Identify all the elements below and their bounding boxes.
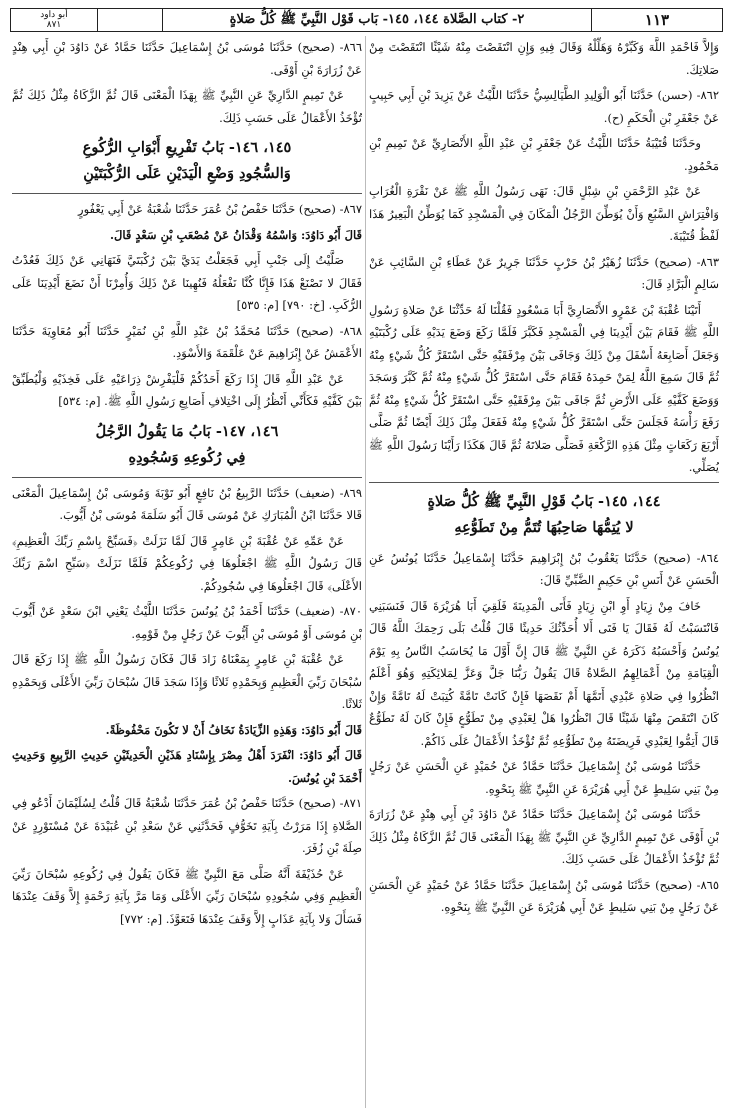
paragraph: عَنْ عَبْدِ اللَّهِ قَالَ إِذَا رَكَعَ أَحَدُكُمْ فَلْيَفْرِشْ ذِرَاعَيْهِ عَلَى فَخِذَيْهِ وَلْيُطَبِّقْ بَيْنَ كَفَّيْهِ فَكَأَنِّي أَنْظُرُ إِلَى اخْتِلافِ أَصَابِعِ رَسُولِ اللَّهِ ﷺ. [م: ٥٣٤] (12, 371, 362, 408)
hadith-865: ٨٦٥- (صحيح) حَدَّثَنَا مُوسَى بْنُ إِسْمَاعِيلَ حَدَّثَنَا حَمَّادٌ عَنْ حُمَيْدٍ عَنِ الْحَسَنِ عَنْ رَجُلٍ مِنْ بَنِي سَلِيطٍ عَنْ أَبِي هُرَيْرَةَ عَنِ النَّبِيِّ ﷺ بِنَحْوِهِ. (369, 877, 719, 914)
hadith-862: ٨٦٢- (حسن) حَدَّثَنَا أَبُو الْوَلِيدِ الطَّيَالِسِيُّ حَدَّثَنَا اللَّيْثُ عَنْ يَزِيدَ بْنِ أَبِي حَبِيبٍ عَنْ جَعْفَرِ بْنِ الْحَكَمِ (ح). (369, 88, 719, 125)
hadith-870: ٨٧٠- (ضعيف) حَدَّثَنَا أَحْمَدُ بْنُ يُونُسَ حَدَّثَنَا اللَّيْثُ يَعْنِي ابْنَ سَعْدٍ عَنْ أَيُّوبَ بْنِ مُوسَى أَوْ مُوسَى بْنِ أَيُّوبَ عَنْ رَجُلٍ مِنْ قَوْمِهِ. (12, 604, 362, 641)
paragraph: أَتَيْنَا عُقْبَةَ بْنَ عَمْرٍو الأَنْصَارِيَّ أَبَا مَسْعُودٍ فَقُلْنَا لَهُ حَدِّثْنَا عَنْ صَلاةِ رَسُولِ اللَّهِ ﷺ فَقَامَ بَيْنَ أَيْدِينَا فِي الْمَسْجِدِ فَكَبَّرَ فَلَمَّا رَكَعَ وَضَعَ يَدَيْهِ عَلَى رُكْبَتَيْهِ وَجَعَلَ أَصَابِعَهُ أَسْفَلَ مِنْ ذَلِكَ وَجَافَى بَيْنَ مِرْفَقَيْهِ حَتَّى اسْتَقَرَّ كُلُّ شَيْءٍ مِنْهُ ثُمَّ قَالَ سَمِعَ اللَّهُ لِمَنْ حَمِدَهُ فَقَامَ حَتَّى اسْتَقَرَّ كُلُّ شَيْءٍ مِنْهُ ثُمَّ كَبَّرَ وَسَجَدَ وَوَضَعَ كَفَّيْهِ عَلَى الأَرْضِ ثُمَّ جَافَى بَيْنَ مِرْفَقَيْهِ حَتَّى اسْتَقَرَّ كُلُّ شَيْءٍ مِنْهُ ثُمَّ رَفَعَ رَأْسَهُ فَجَلَسَ حَتَّى اسْتَقَرَّ كُلُّ شَيْءٍ مِنْهُ فَفَعَلَ مِثْلَ ذَلِكَ أَيْضًا ثُمَّ صَلَّى أَرْبَعَ رَكَعَاتٍ مِثْلَ هَذِهِ الرَّكْعَةِ فَصَلَّى صَلاتَهُ ثُمَّ قَالَ هَكَذَا رَأَيْنَا رَسُولَ اللَّهِ ﷺ يُصَلِّي. (369, 302, 719, 474)
paragraph: عَنْ عَمِّهِ عَنْ عُقْبَةَ بْنِ عَامِرٍ قَالَ لَمَّا نَزَلَتْ ﴿فَسَبِّحْ بِاسْمِ رَبِّكَ الْعَظِيمِ﴾ قَالَ رَسُولُ اللَّهِ ﷺ اجْعَلُوهَا فِي رُكُوعِكُمْ فَلَمَّا نَزَلَتْ ﴿سَبِّحِ اسْمَ رَبِّكَ الأَعْلَى﴾ قَالَ اجْعَلُوهَا فِي سُجُودِكُمْ. (12, 533, 362, 593)
right-column (369, 36, 719, 1108)
hadith-868: ٨٦٨- (صحيح) حَدَّثَنَا مُحَمَّدُ بْنُ عَبْدِ اللَّهِ بْنِ نُمَيْرٍ حَدَّثَنَا أَبُو مُعَاوِيَةَ حَدَّثَنَا الأَعْمَشُ عَنْ إِبْرَاهِيمَ عَنْ عَلْقَمَةَ وَالأَسْوَدِ. (12, 323, 362, 360)
page-number: ١١٣ (644, 11, 670, 29)
paragraph: صَلَّيْتُ إِلَى جَنْبِ أَبِي فَجَعَلْتُ يَدَيَّ بَيْنَ رُكْبَتَيَّ فَنَهَانِي عَنْ ذَلِكَ فَعُدْتُ فَقَالَ لا تَصْنَعْ هَذَا فَإِنَّا كُنَّا نَفْعَلُهُ فَنُهِينَا عَنْ ذَلِكَ وَأُمِرْنَا أَنْ نَضَعَ أَيْدِيَنَا عَلَى الرُّكَبِ. [خ: ٧٩٠] [م: ٥٣٥] (12, 253, 362, 312)
heading-line: وَالسُّجُودِ وَضْعِ الْيَدَيْنِ عَلَى الرُّكْبَتَيْنِ (83, 165, 291, 182)
abu-dawud-note: قَالَ أَبُو دَاوُدَ: وَاسْمُهُ وَقْدَانُ عَنْ مُصْعَبِ بْنِ سَعْدٍ قَالَ. (109, 227, 362, 242)
hadith-863: ٨٦٣- (صحيح) حَدَّثَنَا زُهَيْرُ بْنُ حَرْبٍ حَدَّثَنَا جَرِيرٌ عَنْ عَطَاءِ بْنِ السَّائِبِ عَنْ سَالِمٍ الْبَرَّادِ قَالَ: (369, 254, 719, 291)
book-page-number: ٨٧١ (46, 20, 62, 30)
section-divider (12, 477, 362, 478)
paragraph: خَافَ مِنْ زِيَادٍ أَوِ ابْنِ زِيَادٍ فَأَتَى الْمَدِينَةَ فَلَقِيَ أَبَا هُرَيْرَةَ قَالَ فَنَسَبَنِي فَانْتَسَبْتُ لَهُ فَقَالَ يَا فَتَى أَلا أُحَدِّثُكَ حَدِيثًا قَالَ قُلْتُ بَلَى رَحِمَكَ اللَّهُ قَالَ يُونُسُ وَأَحْسَبُهُ ذَكَرَهُ عَنِ النَّبِيِّ ﷺ قَالَ إِنَّ أَوَّلَ مَا يُحَاسَبُ النَّاسُ بِهِ يَوْمَ الْقِيَامَةِ مِنْ أَعْمَالِهِمُ الصَّلاةُ قَالَ يَقُولُ رَبُّنَا جَلَّ وَعَزَّ لِمَلائِكَتِهِ وَهُوَ أَعْلَمُ انْظُرُوا فِي صَلاةِ عَبْدِي أَتَمَّهَا أَمْ نَقَصَهَا فَإِنْ كَانَتْ تَامَّةً كُتِبَتْ لَهُ تَامَّةً وَإِنْ كَانَ انْتَقَصَ مِنْهَا شَيْئًا قَالَ انْظُرُوا هَلْ لِعَبْدِي مِنْ تَطَوُّعٍ فَإِنْ كَانَ لَهُ تَطَوُّعٌ قَالَ أَتِمُّوا لِعَبْدِي فَرِيضَتَهُ مِنْ تَطَوُّعِهِ ثُمَّ تُؤْخَذُ الأَعْمَالُ عَلَى ذَاكُمْ. (369, 598, 719, 748)
heading-line: ١٤٦، ١٤٧- بَابُ مَا يَقُولُ الرَّجُلُ (95, 422, 279, 440)
paragraph: عَنْ عُقْبَةَ بْنِ عَامِرٍ بِمَعْنَاهُ زَادَ قَالَ فَكَانَ رَسُولُ اللَّهِ ﷺ إِذَا رَكَعَ قَالَ سُبْحَانَ رَبِّيَ الْعَظِيمِ وَبِحَمْدِهِ ثَلاثًا وَإِذَا سَجَدَ قَالَ سُبْحَانَ رَبِّيَ الأَعْلَى وَبِحَمْدِهِ ثَلاثًا. (12, 652, 362, 711)
paragraph: حَدَّثَنَا مُوسَى بْنُ إِسْمَاعِيلَ حَدَّثَنَا حَمَّادٌ عَنْ حُمَيْدٍ عَنِ الْحَسَنِ عَنْ رَجُلٍ مِنْ بَنِي سَلِيطٍ عَنْ أَبِي هُرَيْرَةَ عَنِ النَّبِيِّ ﷺ بِنَحْوِهِ. (369, 759, 719, 796)
hadith-864: ٨٦٤- (صحيح) حَدَّثَنَا يَعْقُوبُ بْنُ إِبْرَاهِيمَ حَدَّثَنَا إِسْمَاعِيلُ حَدَّثَنَا يُونُسُ عَنِ الْحَسَنِ عَنْ أَنَسِ بْنِ حَكِيمٍ الضَّبِّيِّ قَالَ: (369, 550, 719, 587)
heading-line: ١٤٥، ١٤٦- بَابُ تَفْرِيعِ أَبْوَابِ الرُّكُوعِ (82, 139, 292, 156)
book-reference (11, 9, 98, 31)
running-title: ٢- كتاب الصَّلاة ١٤٤، ١٤٥- بَاب قَوْل النَّبِيِّ ﷺ كُلُّ صَلاةٍ (163, 9, 592, 31)
hadith-871: ٨٧١- (صحيح) حَدَّثَنَا حَفْصُ بْنُ عُمَرَ حَدَّثَنَا شُعْبَةُ قَالَ قُلْتُ لِسُلَيْمَانَ أَدْعُو فِي الصَّلاةِ إِذَا مَرَرْتُ بِآيَةِ تَخَوُّفٍ فَحَدَّثَنِي عَنْ سَعْدِ بْنِ عُبَيْدَةَ عَنْ مُسْتَوْرِدٍ عَنْ صِلَةَ بْنِ زُفَرَ. (12, 796, 362, 855)
book-name: أبو داود (40, 10, 68, 20)
left-column (12, 36, 362, 1108)
abu-dawud-note: قَالَ أَبُو دَاوُدَ: وَهَذِهِ الزِّيَادَةُ نَخَافُ أَنْ لا تَكُونَ مَحْفُوظَةً. (105, 722, 362, 737)
hadith-866: ٨٦٦- (صحيح) حَدَّثَنَا مُوسَى بْنُ إِسْمَاعِيلَ حَدَّثَنَا حَمَّادٌ عَنْ دَاوُدَ بْنِ أَبِي هِنْدٍ عَنْ زُرَارَةَ بْنِ أَوْفَى. (12, 40, 362, 77)
hadith-869: ٨٦٩- (ضعيف) حَدَّثَنَا الرَّبِيعُ بْنُ نَافِعٍ أَبُو تَوْبَةَ وَمُوسَى بْنُ إِسْمَاعِيلَ الْمَعْنَى قَالا حَدَّثَنَا ابْنُ الْمُبَارَكِ عَنْ مُوسَى قَالَ أَبُو سَلَمَةَ مُوسَى بْنُ أَيُّوبَ. (12, 485, 362, 522)
heading-line: ١٤٤، ١٤٥- بَابُ قَوْلِ النَّبِيِّ ﷺ كُلُّ صَلاةٍ (427, 492, 661, 510)
header-blank-cell (98, 9, 163, 31)
paragraph: وحَدَّثَنَا قُتَيْبَةُ حَدَّثَنَا اللَّيْثُ عَنْ جَعْفَرِ بْنِ عَبْدِ اللَّهِ الأَنْصَارِيِّ عَنْ تَمِيمِ بْنِ مَحْمُودٍ. (369, 136, 719, 173)
heading-line: لا يُتِمُّهَا صَاحِبُهَا تُتَمُّ مِنْ تَطَوُّعِهِ (454, 518, 634, 536)
abu-dawud-note: قَالَ أَبُو دَاوُدَ: انْفَرَدَ أَهْلُ مِصْرَ بِإِسْنَادِ هَذَيْنِ الْحَدِيثَيْنِ حَدِيثِ الرَّبِيعِ وَحَدِيثِ أَحْمَدَ بْنِ يُونُسَ. (12, 748, 362, 785)
section-heading-145 (12, 135, 362, 187)
section-divider (12, 193, 362, 194)
paragraph: عَنْ تَمِيمٍ الدَّارِيِّ عَنِ النَّبِيِّ ﷺ بِهَذَا الْمَعْنَى قَالَ ثُمَّ الزَّكَاةُ مِثْلُ ذَلِكَ ثُمَّ تُؤْخَذُ الأَعْمَالُ عَلَى حَسَبِ ذَلِكَ. (12, 88, 362, 125)
paragraph: وَإِلاَّ فَاحْمَدِ اللَّهَ وَكَبِّرْهُ وَهَلِّلْهُ وَقَالَ فِيهِ وَإِنِ انْتَقَصْتَ مِنْهُ شَيْئًا انْتَقَصْتَ مِنْ صَلاتِكَ. (369, 40, 719, 77)
section-heading-146 (12, 419, 362, 471)
paragraph: عَنْ عَبْدِ الرَّحْمَنِ بْنِ شِبْلٍ قَالَ: نَهَى رَسُولُ اللَّهِ ﷺ عَنْ نَقْرَةِ الْغُرَابِ وَافْتِرَاشِ السَّبُعِ وَأَنْ يُوَطِّنَ الرَّجُلُ الْمَكَانَ فِي الْمَسْجِدِ كَمَا يُوَطِّنُ الْبَعِيرُ هَذَا لَفْظُ قُتَيْبَةَ. (369, 184, 719, 243)
paragraph: عَنْ حُذَيْفَةَ أَنَّهُ صَلَّى مَعَ النَّبِيِّ ﷺ فَكَانَ يَقُولُ فِي رُكُوعِهِ سُبْحَانَ رَبِّيَ الْعَظِيمِ وَفِي سُجُودِهِ سُبْحَانَ رَبِّيَ الأَعْلَى وَمَا مَرَّ بِآيَةِ رَحْمَةٍ إِلاَّ وَقَفَ عِنْدَهَا فَسَأَلَ وَلا بِآيَةِ عَذَابٍ إِلاَّ وَقَفَ عِنْدَهَا فَتَعَوَّذَ. [م: ٧٧٢] (12, 866, 362, 926)
page-header (10, 8, 723, 32)
section-divider (369, 482, 719, 483)
paragraph: حَدَّثَنَا مُوسَى بْنُ إِسْمَاعِيلَ حَدَّثَنَا حَمَّادٌ عَنْ دَاوُدَ بْنِ أَبِي هِنْدٍ عَنْ زُرَارَةَ بْنِ أَوْفَى عَنْ تَمِيمٍ الدَّارِيِّ عَنِ النَّبِيِّ ﷺ بِهَذَا الْمَعْنَى قَالَ ثُمَّ الزَّكَاةُ مِثْلُ ذَلِكَ ثُمَّ تُؤْخَذُ الأَعْمَالُ عَلَى حَسَبِ ذَلِكَ. (369, 807, 719, 866)
section-heading-144 (369, 489, 719, 541)
hadith-867: ٨٦٧- (صحيح) حَدَّثَنَا حَفْصُ بْنُ عُمَرَ حَدَّثَنَا شُعْبَةُ عَنْ أَبِي يَعْفُورٍ (78, 202, 362, 216)
heading-line: فِي رُكُوعِهِ وَسُجُودِهِ (128, 448, 246, 466)
column-divider (365, 36, 366, 1108)
